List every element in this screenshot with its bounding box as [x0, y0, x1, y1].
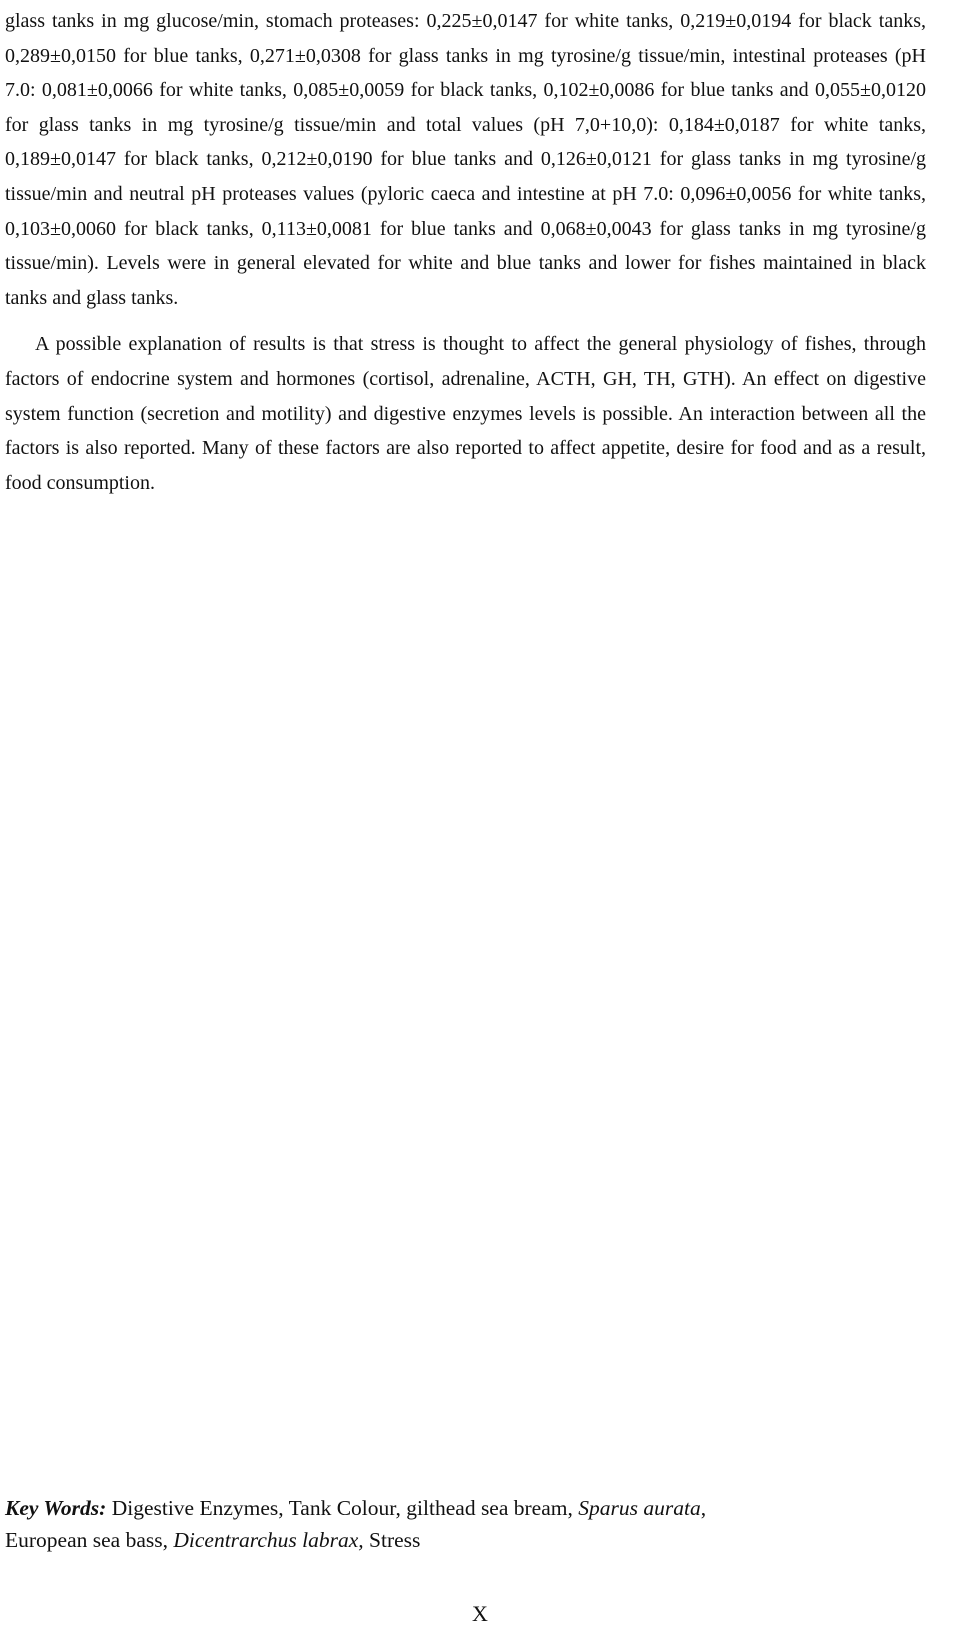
keywords-text-2: European sea bass,: [5, 1528, 174, 1552]
keywords-section: [5, 1492, 926, 1556]
keywords-label: Key Words:: [5, 1496, 107, 1520]
discussion-paragraph: A possible explanation of results is that stress is thought to affect the general physiology of fishes, through factors of endocrine system and hormones (cortisol, adrenaline, ACTH, GH, TH, GTH). An effect on digestive system function (secretion and motility) and digestive enzymes levels is possible. An interaction between all the factors is also reported. Many of these factors are also reported to affect appetite, desire for food and as a result, food consumption.: [5, 333, 926, 494]
keywords-text-1: Digestive Enzymes, Tank Colour, gilthead sea bream,: [106, 1496, 579, 1520]
page-number: X: [472, 1601, 488, 1626]
keywords-separator: ,: [700, 1496, 707, 1520]
results-paragraph: glass tanks in mg glucose/min, stomach proteases: 0,225±0,0147 for white tanks, 0,219±0,0194 for black tanks, 0,289±0,0150 for blue tanks, 0,271±0,0308 for glass tanks in mg tyrosine/g tissue/min, intestinal proteases (pH 7.0: 0,081±0,0066 for white tanks, 0,085±0,0059 for black tanks, 0,102±0,0086 for blue tanks and 0,055±0,0120 for glass tanks in mg tyrosine/g tissue/min and total values (pH 7,0+10,0): 0,184±0,0187 for white tanks, 0,189±0,0147 for black tanks, 0,212±0,0190 for blue tanks and 0,126±0,0121 for glass tanks in mg tyrosine/g tissue/min and neutral pH proteases values (pyloric caeca and intestine at pH 7.0: 0,096±0,0056 for white tanks, 0,103±0,0060 for black tanks, 0,113±0,0081 for blue tanks and 0,068±0,0043 for glass tanks in mg tyrosine/g tissue/min). Levels were in general elevated for white and blue tanks and lower for fishes maintained in black tanks and glass tanks.: [5, 10, 926, 309]
body-text: [5, 4, 926, 500]
keyword-species-sparus: Sparus aurata: [578, 1496, 701, 1520]
keyword-species-dicentrarchus: Dicentrarchus labrax,: [173, 1528, 364, 1552]
keywords-text-3: Stress: [363, 1528, 421, 1552]
